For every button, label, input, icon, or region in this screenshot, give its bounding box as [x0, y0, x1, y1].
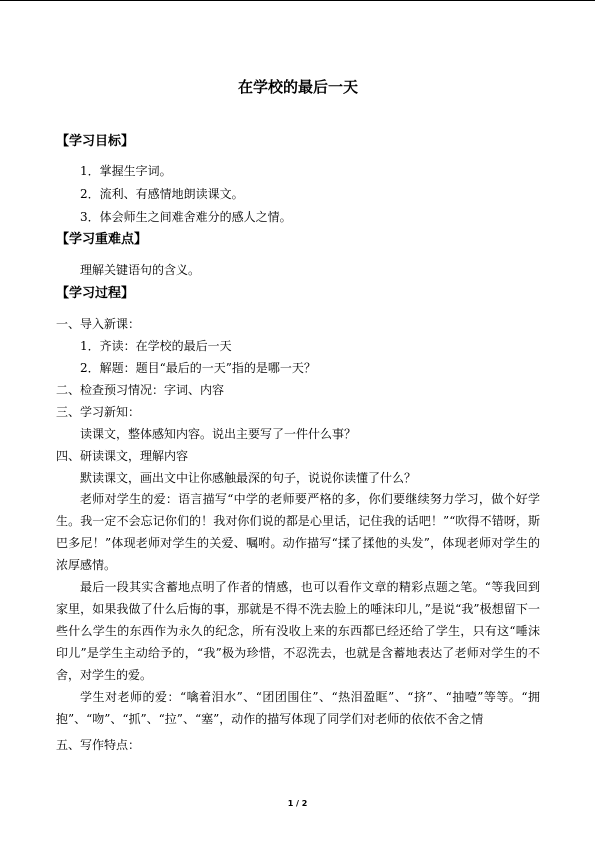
paragraph-last-section: 最后一段其实含蓄地点明了作者的情感，也可以看作文章的精彩点题之笔。“等我回到家里，如果我做了什么后悔的事，那就是不得不洗去脸上的唾沫印儿，”是说“我”极想留下一些什么学生的东西作为永久的纪念，所有没收上来的东西都已经还给了学生，只有这“唾沫印儿”是学生主动给予的，“我”极为珍惜，不忍洗去，也就是含蓄地表达了老师对学生的不舍，对学生的爱。 — [56, 580, 540, 682]
process-line-8: 默读课文，画出文中让你感触最深的句子，说说你读懂了什么？ — [80, 471, 417, 485]
process-line-writing: 五、写作特点： — [56, 738, 141, 752]
goal-item-2: 2．流利、有感情地朗读课文。 — [80, 187, 244, 201]
paragraph-teacher-love: 老师对学生的爱：语言描写“中学的老师要严格的多，你们要继续努力学习，做个好学生。我一定不会忘记你们的！我对你们说的都是心里话，记住我的话吧！”“吹得不错呀，斯巴多尼！”体现老师对学生的关爱、嘱咐。动作描写“揉了揉他的头发”，体现老师对学生的浓厚感情。 — [56, 492, 540, 572]
header-rule — [0, 0, 595, 1]
page-number: 1 / 2 — [287, 799, 308, 808]
process-line-5: 三、学习新知： — [56, 405, 141, 419]
heading-goals: 【学习目标】 — [56, 134, 135, 149]
heading-process: 【学习过程】 — [56, 286, 135, 301]
paragraph-student-love: 学生对老师的爱：“噙着泪水”、“团团围住”、“热泪盈眶”、“挤”、“抽噎”等等。“拥抱”、“吻”、“抓”、“拉”、“塞”，动作的描写体现了同学们对老师的依依不舍之情 — [56, 690, 540, 726]
key-points-text: 理解关键语句的含义。 — [80, 263, 201, 277]
goal-item-3: 3．体会师生之间难舍难分的感人之情。 — [80, 210, 292, 224]
heading-key-points: 【学习重难点】 — [56, 232, 148, 247]
process-line-3: 2．解题：题目“最后的一天”指的是哪一天？ — [80, 361, 316, 375]
process-line-4: 二、检查预习情况：字词、内容 — [56, 383, 225, 397]
document-title: 在学校的最后一天 — [237, 78, 358, 96]
process-line-1: 一、导入新课： — [56, 317, 141, 331]
process-line-7: 四、研读课文，理解内容 — [56, 449, 189, 463]
process-line-2: 1．齐读：在学校的最后一天 — [80, 339, 232, 353]
goal-item-1: 1．掌握生字词。 — [80, 164, 172, 178]
process-line-6: 读课文，整体感知内容。说出主要写了一件什么事？ — [80, 427, 357, 441]
